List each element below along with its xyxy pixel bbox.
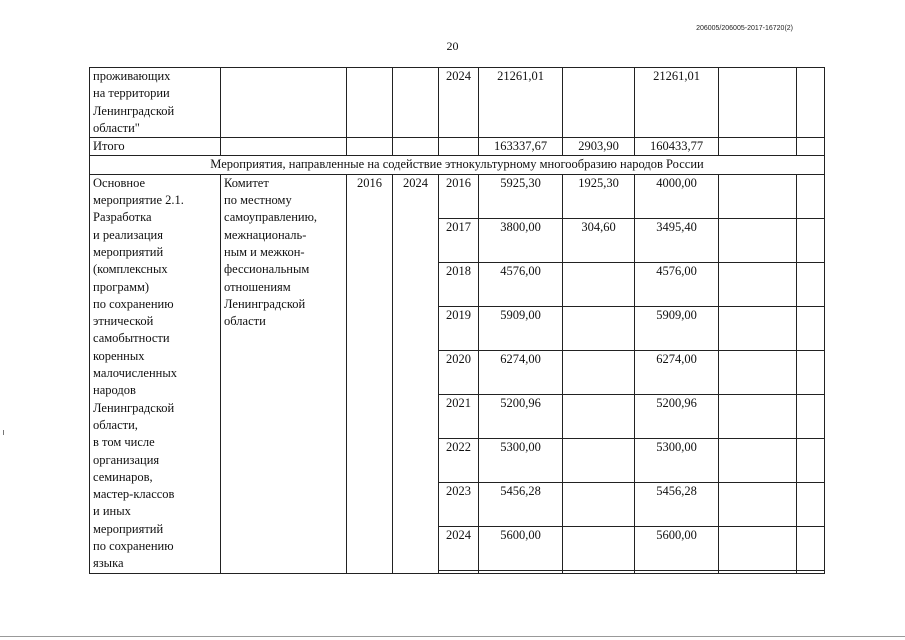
row-total: 5200,96 xyxy=(479,394,563,438)
row-year: 2018 xyxy=(439,262,479,306)
row-local xyxy=(719,306,797,350)
row-local xyxy=(719,350,797,394)
row-other xyxy=(797,174,825,218)
row-other xyxy=(797,262,825,306)
document-code: 206005/206005-2017-16720(2) xyxy=(696,25,793,32)
row-local xyxy=(719,262,797,306)
row-total: 5456,28 xyxy=(479,483,563,527)
row-other xyxy=(797,306,825,350)
row-year: 2021 xyxy=(439,394,479,438)
row-year: 2022 xyxy=(439,438,479,482)
row-total: 5300,00 xyxy=(479,438,563,482)
row-total: 5925,30 xyxy=(479,174,563,218)
row-federal xyxy=(563,527,635,571)
row-regional: 6274,00 xyxy=(635,350,719,394)
row-regional: 5200,96 xyxy=(635,394,719,438)
top-row-other xyxy=(797,68,825,138)
row-year: 2020 xyxy=(439,350,479,394)
row-local xyxy=(719,174,797,218)
total-row-label: Итого xyxy=(90,138,221,156)
row-local xyxy=(719,394,797,438)
row-federal xyxy=(563,483,635,527)
row-regional: 5456,28 xyxy=(635,483,719,527)
total-row-federal: 2903,90 xyxy=(563,138,635,156)
activity-row xyxy=(90,174,825,218)
row-regional: 4000,00 xyxy=(635,174,719,218)
top-row-start xyxy=(347,68,393,138)
row-other xyxy=(797,394,825,438)
row-local xyxy=(719,438,797,482)
row-other xyxy=(797,527,825,571)
row-other xyxy=(797,218,825,262)
table-body xyxy=(90,68,825,574)
row-year: 2016 xyxy=(439,174,479,218)
top-row-total: 21261,01 xyxy=(479,68,563,138)
row-federal xyxy=(563,306,635,350)
row-total: 5909,00 xyxy=(479,306,563,350)
activity-executor: Комитет по местному самоуправлению, межнациональ- ным и межкон- фессиональным отношениям Ленинградской области xyxy=(221,174,347,573)
page-bottom-edge xyxy=(0,636,905,637)
row-federal: 1925,30 xyxy=(563,174,635,218)
top-row-federal xyxy=(563,68,635,138)
top-row-end xyxy=(393,68,439,138)
top-row xyxy=(90,68,825,138)
row-regional: 5909,00 xyxy=(635,306,719,350)
row-federal xyxy=(563,262,635,306)
row-total: 5600,00 xyxy=(479,527,563,571)
top-row-year: 2024 xyxy=(439,68,479,138)
row-year: 2019 xyxy=(439,306,479,350)
page-number: 20 xyxy=(446,39,459,53)
row-total: 6274,00 xyxy=(479,350,563,394)
row-other xyxy=(797,350,825,394)
total-row-regional: 160433,77 xyxy=(635,138,719,156)
top-row-description: проживающих на территории Ленинградской области" xyxy=(90,68,221,138)
top-row-executor xyxy=(221,68,347,138)
row-year: 2024 xyxy=(439,527,479,571)
row-regional: 5600,00 xyxy=(635,527,719,571)
activity-start-year: 2016 xyxy=(347,174,393,573)
budget-table xyxy=(89,67,825,574)
section-title: Мероприятия, направленные на содействие этнокультурному многообразию народов России xyxy=(90,156,825,174)
top-row-local xyxy=(719,68,797,138)
row-local xyxy=(719,218,797,262)
row-federal xyxy=(563,438,635,482)
row-federal xyxy=(563,394,635,438)
row-total: 3800,00 xyxy=(479,218,563,262)
row-year: 2023 xyxy=(439,483,479,527)
activity-description: Основное мероприятие 2.1. Разработка и реализация мероприятий (комплексных программ) по сохранению этнической самобытности коренных малочисленных народов Ленинградской области, в том числе организация семинаров, мастер-классов и иных мероприятий по сохранению языка xyxy=(90,174,221,573)
row-other xyxy=(797,438,825,482)
row-local xyxy=(719,527,797,571)
scan-mark xyxy=(3,430,4,435)
row-total: 4576,00 xyxy=(479,262,563,306)
row-regional: 3495,40 xyxy=(635,218,719,262)
row-regional: 4576,00 xyxy=(635,262,719,306)
section-title-row xyxy=(90,156,825,174)
total-row-total: 163337,67 xyxy=(479,138,563,156)
row-federal: 304,60 xyxy=(563,218,635,262)
row-regional: 5300,00 xyxy=(635,438,719,482)
row-federal xyxy=(563,350,635,394)
top-row-regional: 21261,01 xyxy=(635,68,719,138)
activity-end-year: 2024 xyxy=(393,174,439,573)
total-row xyxy=(90,138,825,156)
row-local xyxy=(719,483,797,527)
row-other xyxy=(797,483,825,527)
row-year: 2017 xyxy=(439,218,479,262)
